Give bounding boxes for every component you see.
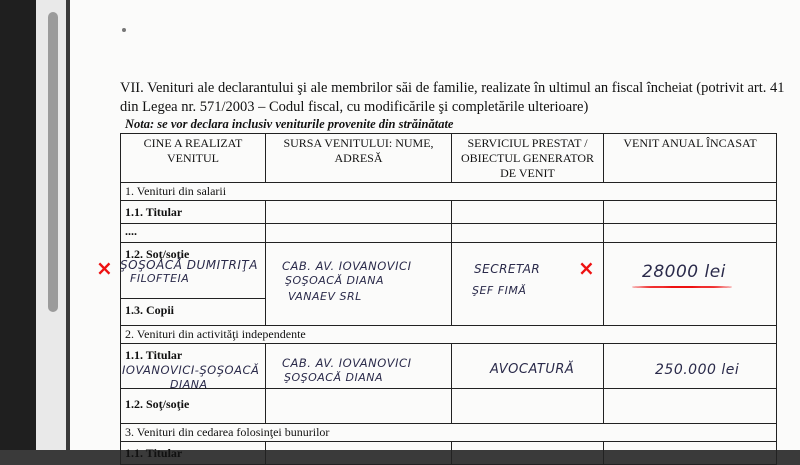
col-header-service: SERVICIUL PRESTAT / OBIECTUL GENERATOR DE VENIT (452, 134, 604, 183)
income-table (120, 133, 777, 465)
scan-speck (122, 28, 126, 32)
section-row-salaries (121, 183, 777, 201)
row-label: 1.1. Titular (121, 442, 266, 465)
row-label: 1.1. Titular (121, 201, 266, 224)
section-row-independent (121, 326, 777, 344)
dark-side-panel (0, 0, 36, 450)
handwritten-self-source-2: ŞOŞOACĂ DIANA (284, 371, 384, 384)
section-note: Nota: se vor declara inclusiv veniturile provenite din străinătate (125, 117, 454, 131)
handwritten-spouse-service-1: SECRETAR (474, 262, 541, 276)
section-title: 3. Venituri din cedarea folosinţei bunurilor (121, 424, 777, 442)
col-header-source: SURSA VENITULUI: NUME, ADRESĂ (266, 134, 452, 183)
section-title: 1. Venituri din salarii (121, 183, 777, 201)
handwritten-self-amount: 250.000 lei (655, 362, 740, 378)
document-page (70, 0, 800, 460)
handwritten-spouse-amount: 28000 lei (642, 262, 726, 282)
col-header-amount: VENIT ANUAL ÎNCASAT (604, 134, 777, 183)
handwritten-spouse-name-1: ŞOŞOACĂ DUMITRIŢA (120, 258, 258, 272)
table-header-row (121, 134, 777, 183)
handwritten-self-source-1: CAB. AV. IOVANOVICI (282, 356, 412, 370)
table-row (121, 389, 777, 424)
red-x-mark-right: × (578, 256, 595, 280)
handwritten-spouse-source-2: ŞOŞOACĂ DIANA (285, 274, 385, 287)
table-row (121, 442, 777, 465)
handwritten-spouse-service-2: ŞEF FIMĂ (472, 284, 527, 297)
row-label: 1.2. Soţ/soţie (121, 389, 266, 424)
red-x-mark-left: × (96, 256, 113, 280)
section-title: 2. Venituri din activităţi independente (121, 326, 777, 344)
handwritten-self-name-2: DIANA (170, 378, 208, 391)
handwritten-spouse-source-3: VANAEV SRL (288, 290, 362, 303)
row-label: .... (121, 224, 266, 243)
table-row (121, 224, 777, 243)
scrollbar-thumb[interactable] (48, 12, 58, 312)
table-row (121, 201, 777, 224)
handwritten-self-service: AVOCATURĂ (490, 362, 575, 377)
section-heading: VII. Venituri ale declarantului şi ale membrilor săi de familie, realizate în ultimul an fiscal încheiat (potrivit art. 41 din Legea nr. 571/2003 – Codul fiscal, cu modificările şi completările ulterioare) (120, 80, 785, 115)
handwritten-self-name-1: IOVANOVICI-ŞOŞOACĂ (122, 363, 260, 377)
row-label: 1.3. Copii (121, 299, 266, 326)
handwritten-spouse-source-1: CAB. AV. IOVANOVICI (282, 259, 412, 273)
row-label: 1.2. Soţ/soţie (121, 243, 266, 299)
section-row-rent (121, 424, 777, 442)
col-header-who: CINE A REALIZAT VENITUL (121, 134, 266, 183)
handwritten-spouse-name-2: FILOFTEIA (130, 272, 190, 285)
row-label: 1.1. Titular (121, 344, 266, 389)
red-underline (632, 286, 732, 288)
